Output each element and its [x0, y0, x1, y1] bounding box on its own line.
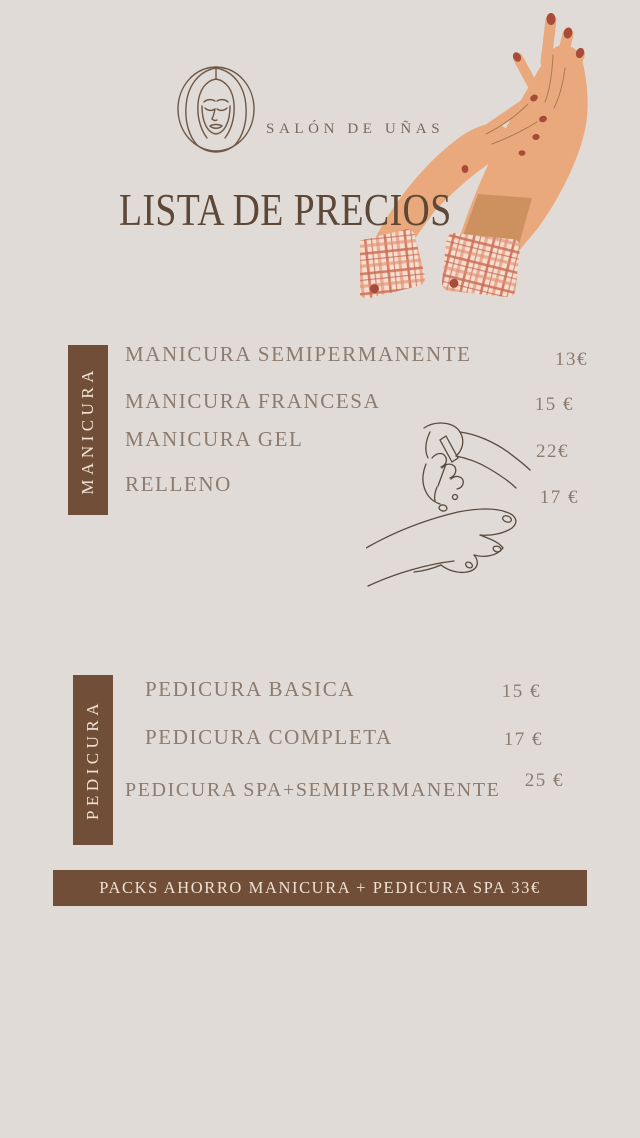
- plaid-cuff-left: [360, 228, 427, 300]
- manicure-line-art-icon: [366, 418, 536, 618]
- page-title: LISTA DE PRECIOS: [119, 184, 452, 235]
- manicured-hands-icon: [360, 0, 640, 300]
- pedicura-section-tab: [73, 675, 113, 845]
- plaid-cuff-right: [441, 232, 521, 297]
- menu-item-name: RELLENO: [125, 472, 232, 496]
- menu-item-price: 15 €: [501, 681, 541, 702]
- menu-item-name: MANICURA GEL: [125, 427, 304, 451]
- manicura-tab-label: MANICURA: [78, 365, 97, 495]
- packs-offer-bar: [53, 870, 587, 906]
- manicura-section-tab: [68, 345, 108, 515]
- menu-item-name: PEDICURA SPA+SEMIPERMANENTE: [125, 779, 501, 801]
- menu-item-price: 17 €: [539, 487, 579, 508]
- menu-item-price: 13€: [555, 349, 588, 370]
- menu-item-price: 22€: [536, 441, 569, 462]
- menu-item-name: PEDICURA COMPLETA: [145, 725, 393, 749]
- pedicura-tab-label: PEDICURA: [83, 699, 102, 821]
- menu-item-name: MANICURA SEMIPERMANENTE: [125, 342, 472, 366]
- menu-item-name: MANICURA FRANCESA: [125, 389, 381, 413]
- menu-item-price: 15 €: [534, 394, 574, 415]
- woman-face-logo-icon: [174, 62, 258, 158]
- salon-name: SALÓN DE UÑAS: [266, 121, 445, 137]
- menu-item-price: 25 €: [524, 770, 564, 791]
- menu-item-price: 17 €: [503, 729, 543, 750]
- menu-item-name: PEDICURA BASICA: [145, 677, 356, 701]
- packs-offer-label: PACKS AHORRO MANICURA + PEDICURA SPA 33€: [99, 878, 541, 897]
